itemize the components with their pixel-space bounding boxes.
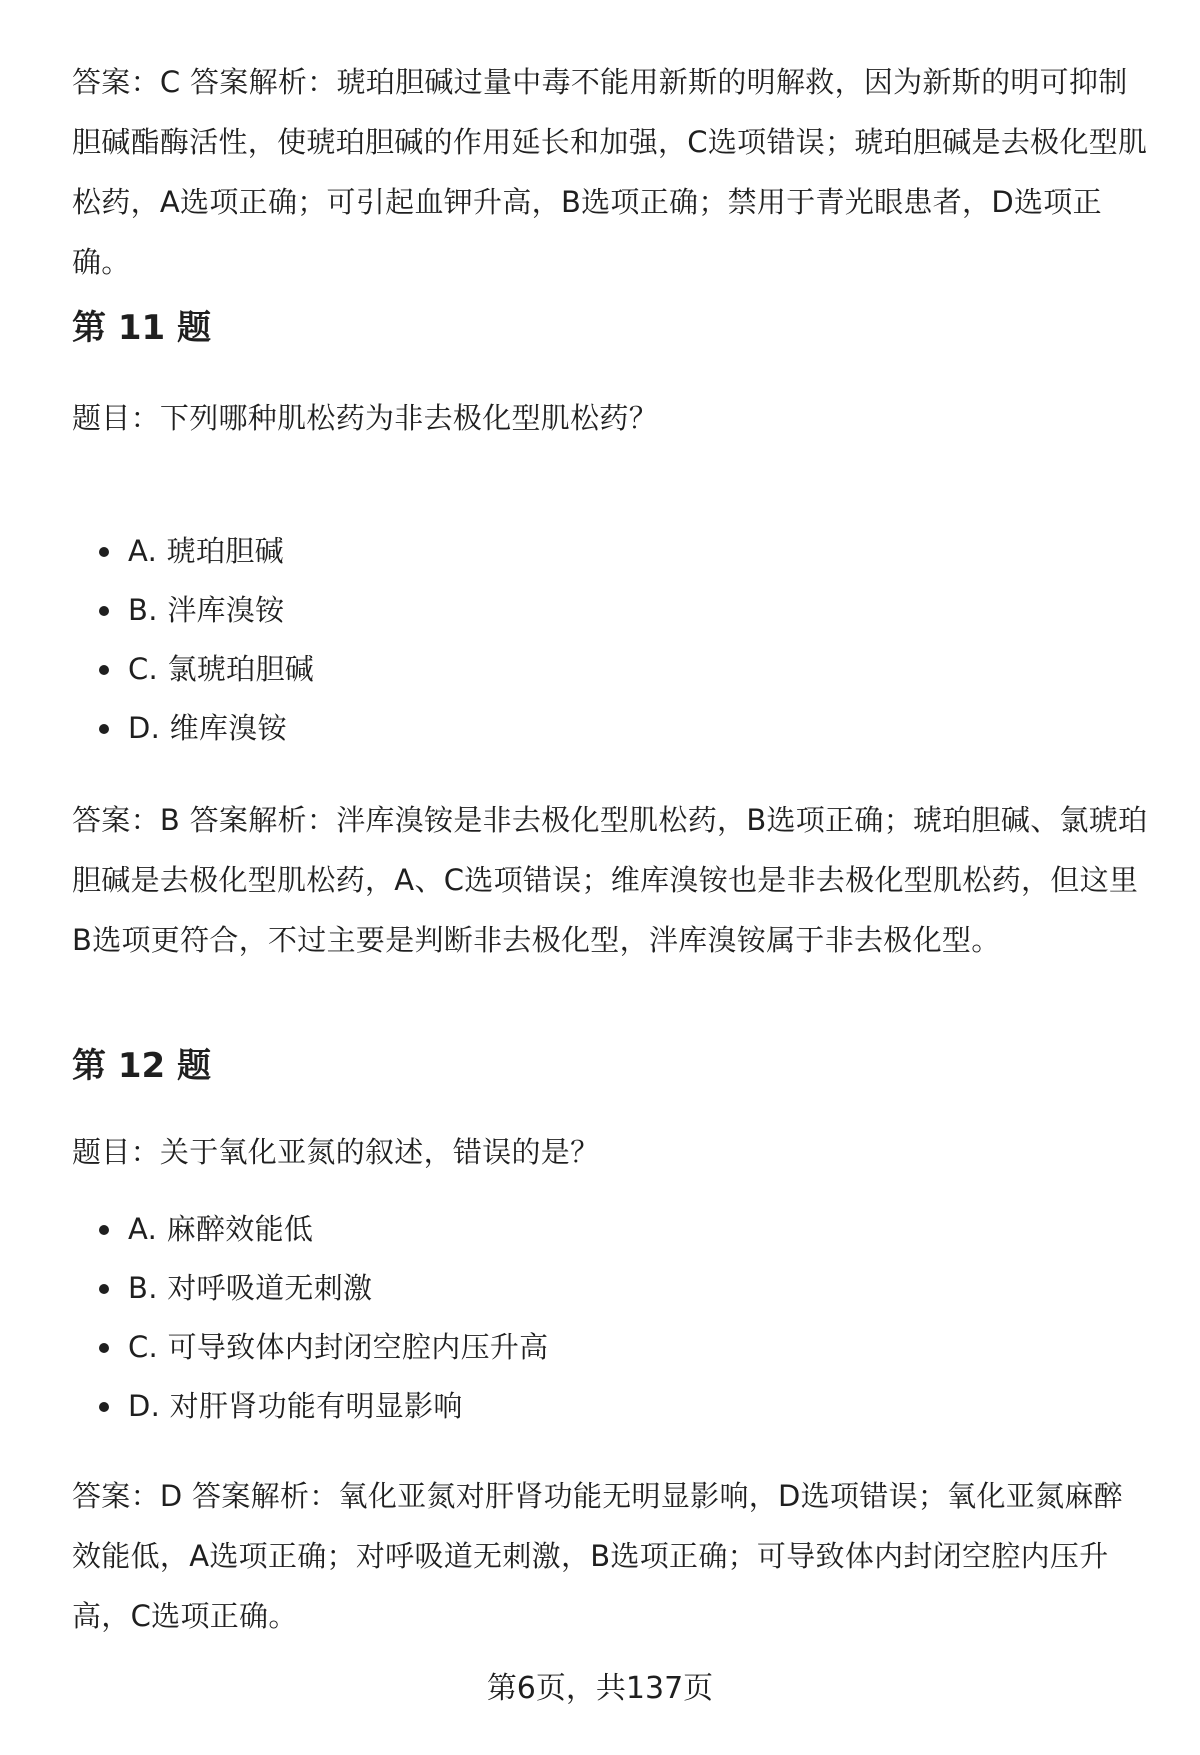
question-12-options-block: [72, 1200, 1152, 1436]
question-11-heading: 第 11 题: [72, 308, 211, 348]
option-item: A. 麻醉效能低: [72, 1200, 1152, 1259]
question-12-heading: 第 12 题: [72, 1046, 211, 1086]
option-item: B. 对呼吸道无刺激: [72, 1259, 1152, 1318]
option-item: C. 氯琥珀胆碱: [72, 640, 1152, 699]
question-12-options: [72, 1200, 1152, 1436]
question-12-heading-block: [72, 1042, 1152, 1090]
question-11-answer-block: [72, 790, 1152, 970]
question-11-prompt: 题目：下列哪种肌松药为非去极化型肌松药？: [72, 401, 659, 435]
question-11-options: [72, 522, 1152, 758]
question-12-answer-block: [72, 1466, 1152, 1646]
answer-explanation-10: 答案：C 答案解析：琥珀胆碱过量中毒不能用新斯的明解救，因为新斯的明可抑制胆碱酯酶活性，使琥珀胆碱的作用延长和加强，C选项错误；琥珀胆碱是去极化型肌松药，A选项正确；可引起血钾升高，B选项正确；禁用于青光眼患者，D选项正确。: [72, 65, 1148, 279]
option-item: D. 维库溴铵: [72, 699, 1152, 758]
option-item: A. 琥珀胆碱: [72, 522, 1152, 581]
page-number-footer: 第6页，共137页: [486, 1671, 714, 1706]
question-11-options-block: [72, 522, 1152, 758]
question-12-prompt-block: [72, 1122, 1152, 1182]
option-item: B. 泮库溴铵: [72, 581, 1152, 640]
option-item: D. 对肝肾功能有明显影响: [72, 1377, 1152, 1436]
answer-explanation-11: 答案：B 答案解析：泮库溴铵是非去极化型肌松药，B选项正确；琥珀胆碱、氯琥珀胆碱是去极化型肌松药，A、C选项错误；维库溴铵也是非去极化型肌松药，但这里B选项更符合，不过主要是判断非去极化型，泮库溴铵属于非去极化型。: [72, 803, 1148, 957]
previous-answer-block: [72, 52, 1152, 292]
question-11-prompt-block: [72, 388, 1152, 448]
question-11-heading-block: [72, 304, 1152, 352]
option-item: C. 可导致体内封闭空腔内压升高: [72, 1318, 1152, 1377]
answer-explanation-12: 答案：D 答案解析：氧化亚氮对肝肾功能无明显影响，D选项错误；氧化亚氮麻醉效能低，A选项正确；对呼吸道无刺激，B选项正确；可导致体内封闭空腔内压升高，C选项正确。: [72, 1479, 1123, 1633]
question-12-prompt: 题目：关于氧化亚氮的叙述，错误的是？: [72, 1135, 600, 1169]
